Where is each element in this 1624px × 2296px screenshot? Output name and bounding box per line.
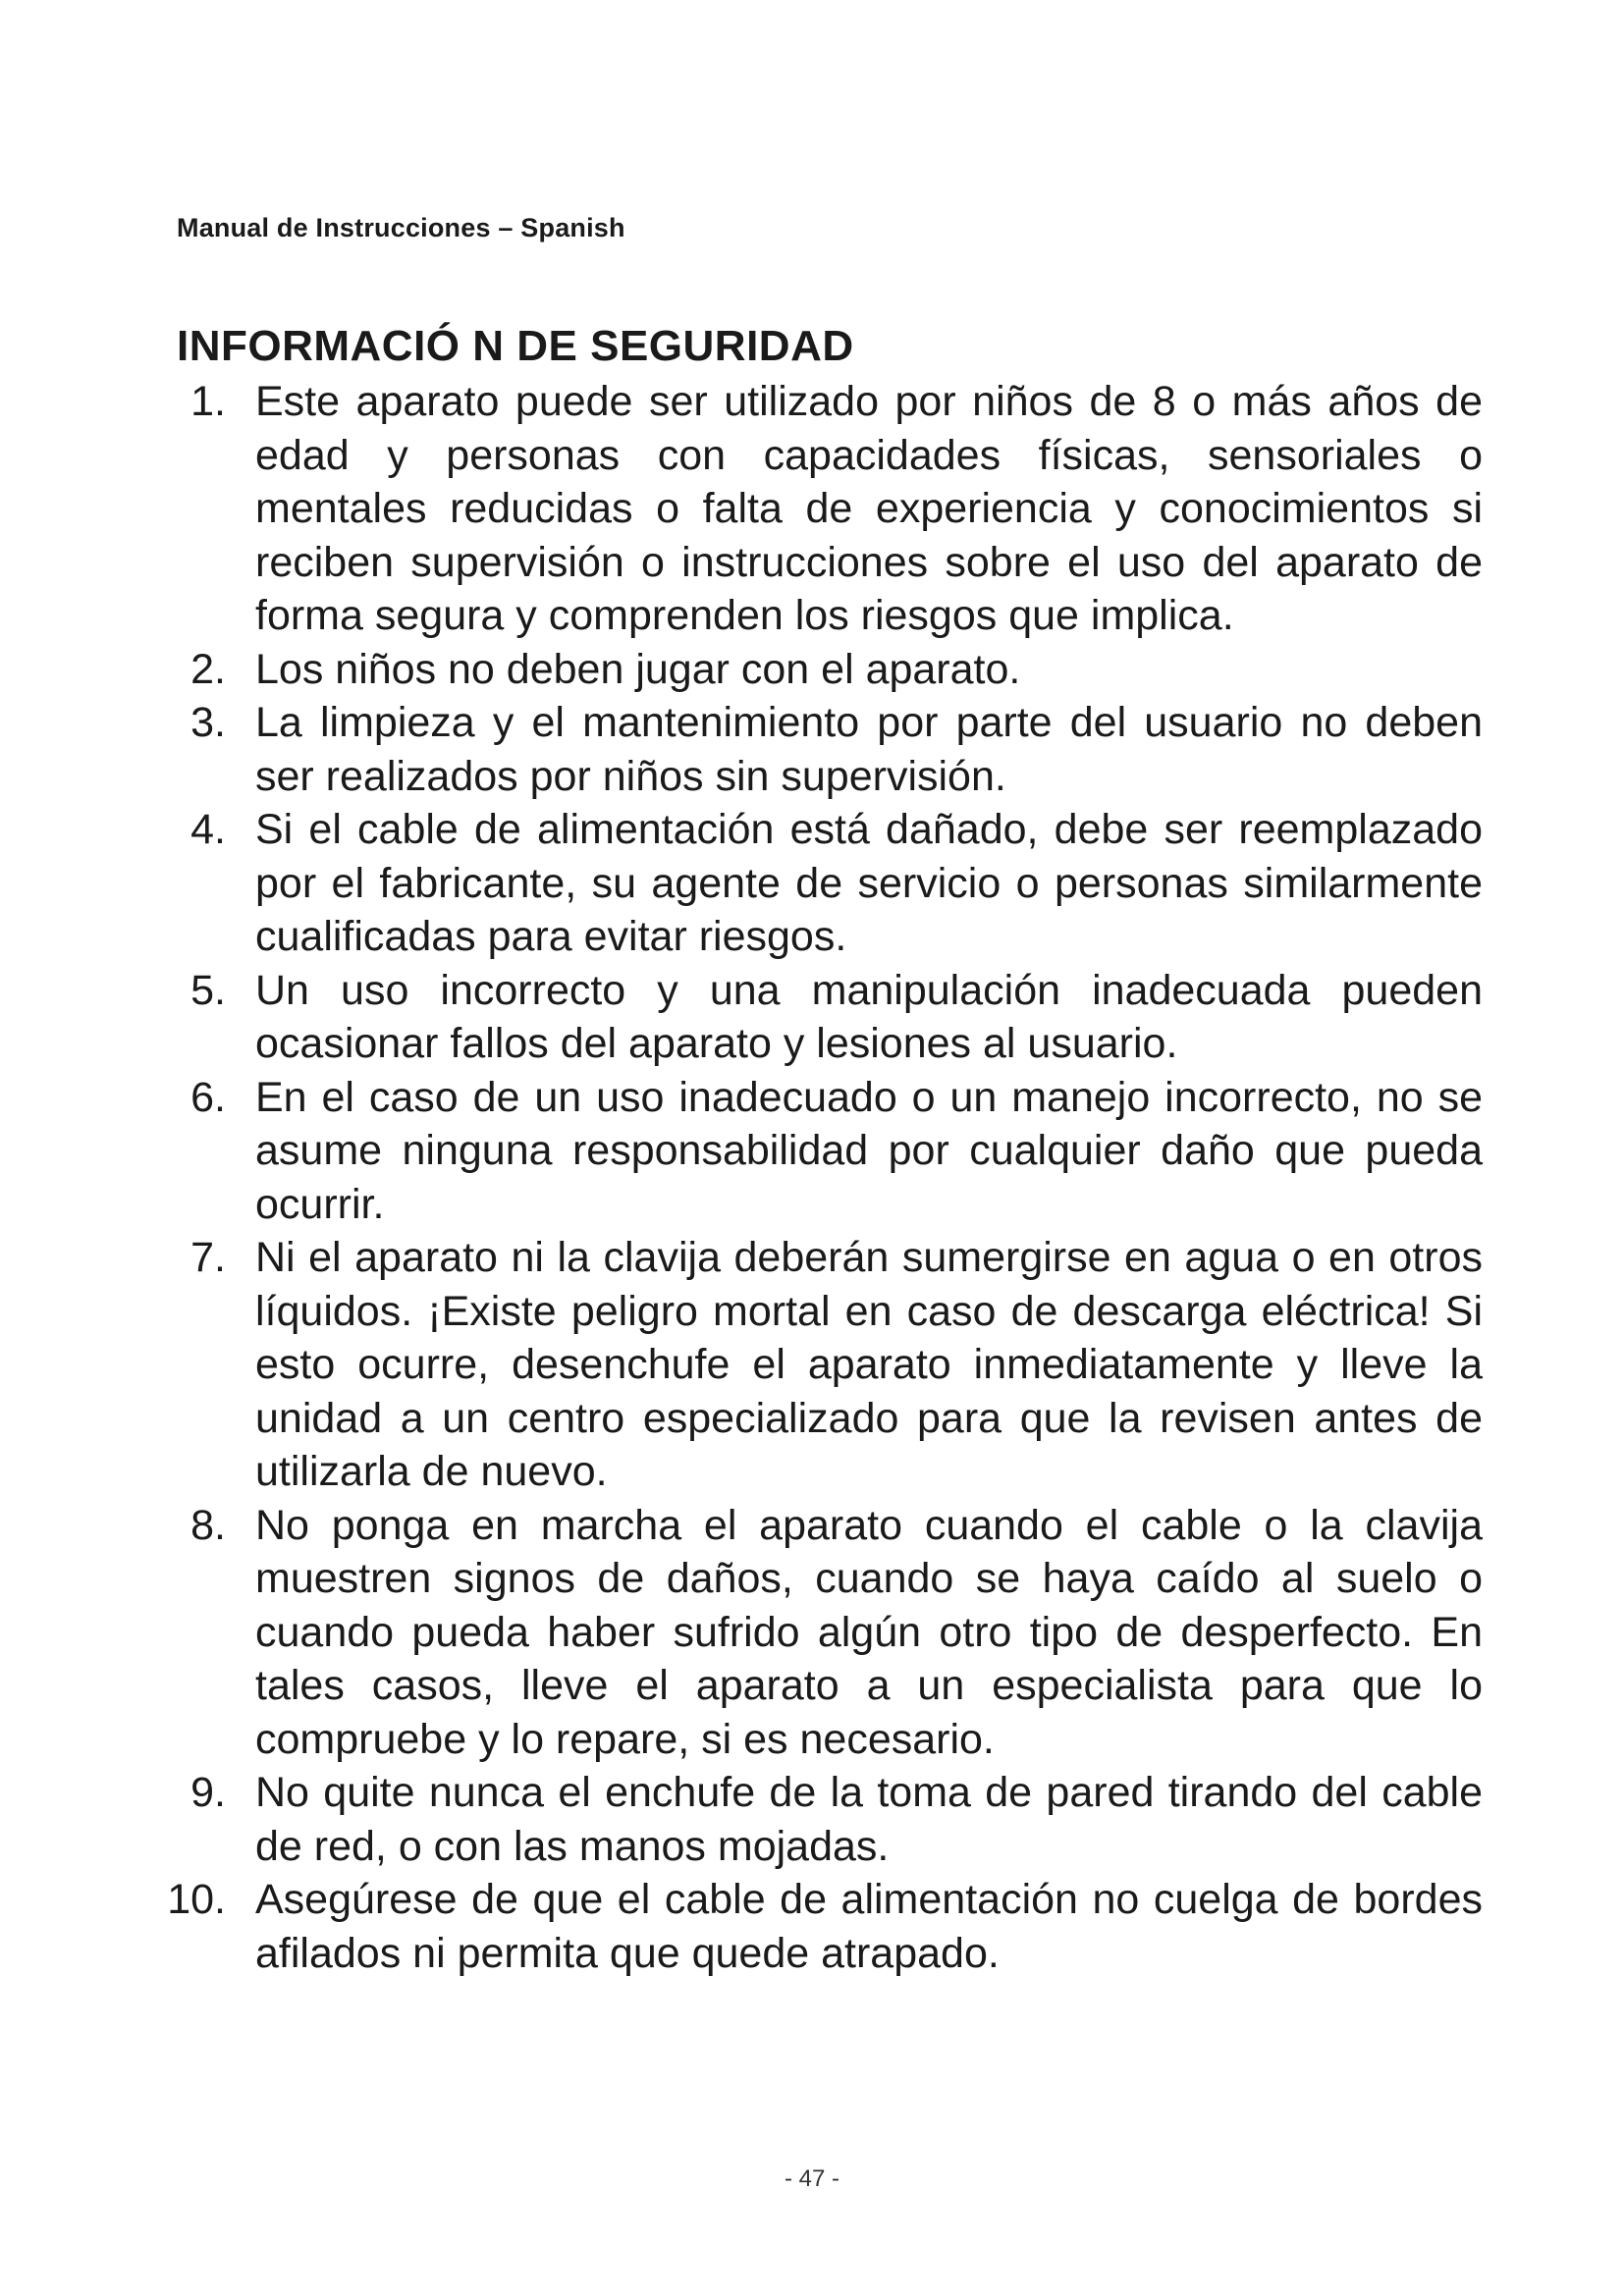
safety-item <box>128 1873 1483 1980</box>
safety-item <box>128 1499 1483 1767</box>
item-text: La limpieza y el mantenimiento por parte del usuario no deben ser realizados por niños sin supervisión. <box>255 699 1483 800</box>
item-number: 5. <box>190 966 226 1014</box>
item-text: No ponga en marcha el aparato cuando el cable o la clavija muestren signos de daños, cuando se haya caído al suelo o cuando pueda haber sufrido algún otro tipo de desperfecto. En tales casos, lleve el aparato a un especialista para que lo compruebe y lo repare, si es necesario. <box>255 1501 1483 1763</box>
item-number: 2. <box>190 645 226 693</box>
safety-list <box>128 375 1483 1980</box>
safety-item <box>128 1766 1483 1873</box>
item-text: Los niños no deben jugar con el aparato. <box>255 645 1021 693</box>
item-text: Asegúrese de que el cable de alimentación no cuelga de bordes afilados ni permita que quede atrapado. <box>255 1876 1483 1977</box>
item-number: 3. <box>190 699 226 746</box>
section-title: INFORMACIÓ N DE SEGURIDAD <box>177 322 854 370</box>
item-text: Si el cable de alimentación está dañado, debe ser reemplazado por el fabricante, su agente de servicio o personas similarmente cualificadas para evitar riesgos. <box>255 806 1483 960</box>
safety-item <box>128 1231 1483 1499</box>
item-text: Un uso incorrecto y una manipulación inadecuada pueden ocasionar fallos del aparato y lesiones al usuario. <box>255 966 1483 1067</box>
safety-item <box>128 964 1483 1071</box>
item-number: 6. <box>190 1073 226 1121</box>
safety-item <box>128 375 1483 643</box>
item-number: 7. <box>190 1234 226 1281</box>
item-number: 9. <box>190 1769 226 1816</box>
item-text: En el caso de un uso inadecuado o un manejo incorrecto, no se asume ninguna responsabilidad por cualquier daño que pueda ocurrir. <box>255 1073 1483 1228</box>
item-text: Ni el aparato ni la clavija deberán sumergirse en agua o en otros líquidos. ¡Existe peligro mortal en caso de descarga eléctrica! Si esto ocurre, desenchufe el aparato inmediatamente y lleve la unidad a un centro especializado para que la revisen antes de utilizarla de nuevo. <box>255 1234 1483 1495</box>
page-number: - 47 - <box>784 2165 839 2192</box>
item-number: 4. <box>190 806 226 853</box>
item-number: 8. <box>190 1501 226 1549</box>
safety-item <box>128 1071 1483 1232</box>
item-number: 1. <box>190 378 226 425</box>
item-number: 10. <box>167 1876 226 1923</box>
safety-item <box>128 643 1483 697</box>
item-text: No quite nunca el enchufe de la toma de pared tirando del cable de red, o con las manos mojadas. <box>255 1769 1483 1870</box>
item-text: Este aparato puede ser utilizado por niños de 8 o más años de edad y personas con capacidades físicas, sensoriales o mentales reducidas o falta de experiencia y conocimientos si reciben supervisión o instrucciones sobre el uso del aparato de forma segura y comprenden los riesgos que implica. <box>255 378 1483 639</box>
page-header: Manual de Instrucciones – Spanish <box>177 213 625 242</box>
safety-item <box>128 803 1483 964</box>
safety-item <box>128 696 1483 803</box>
